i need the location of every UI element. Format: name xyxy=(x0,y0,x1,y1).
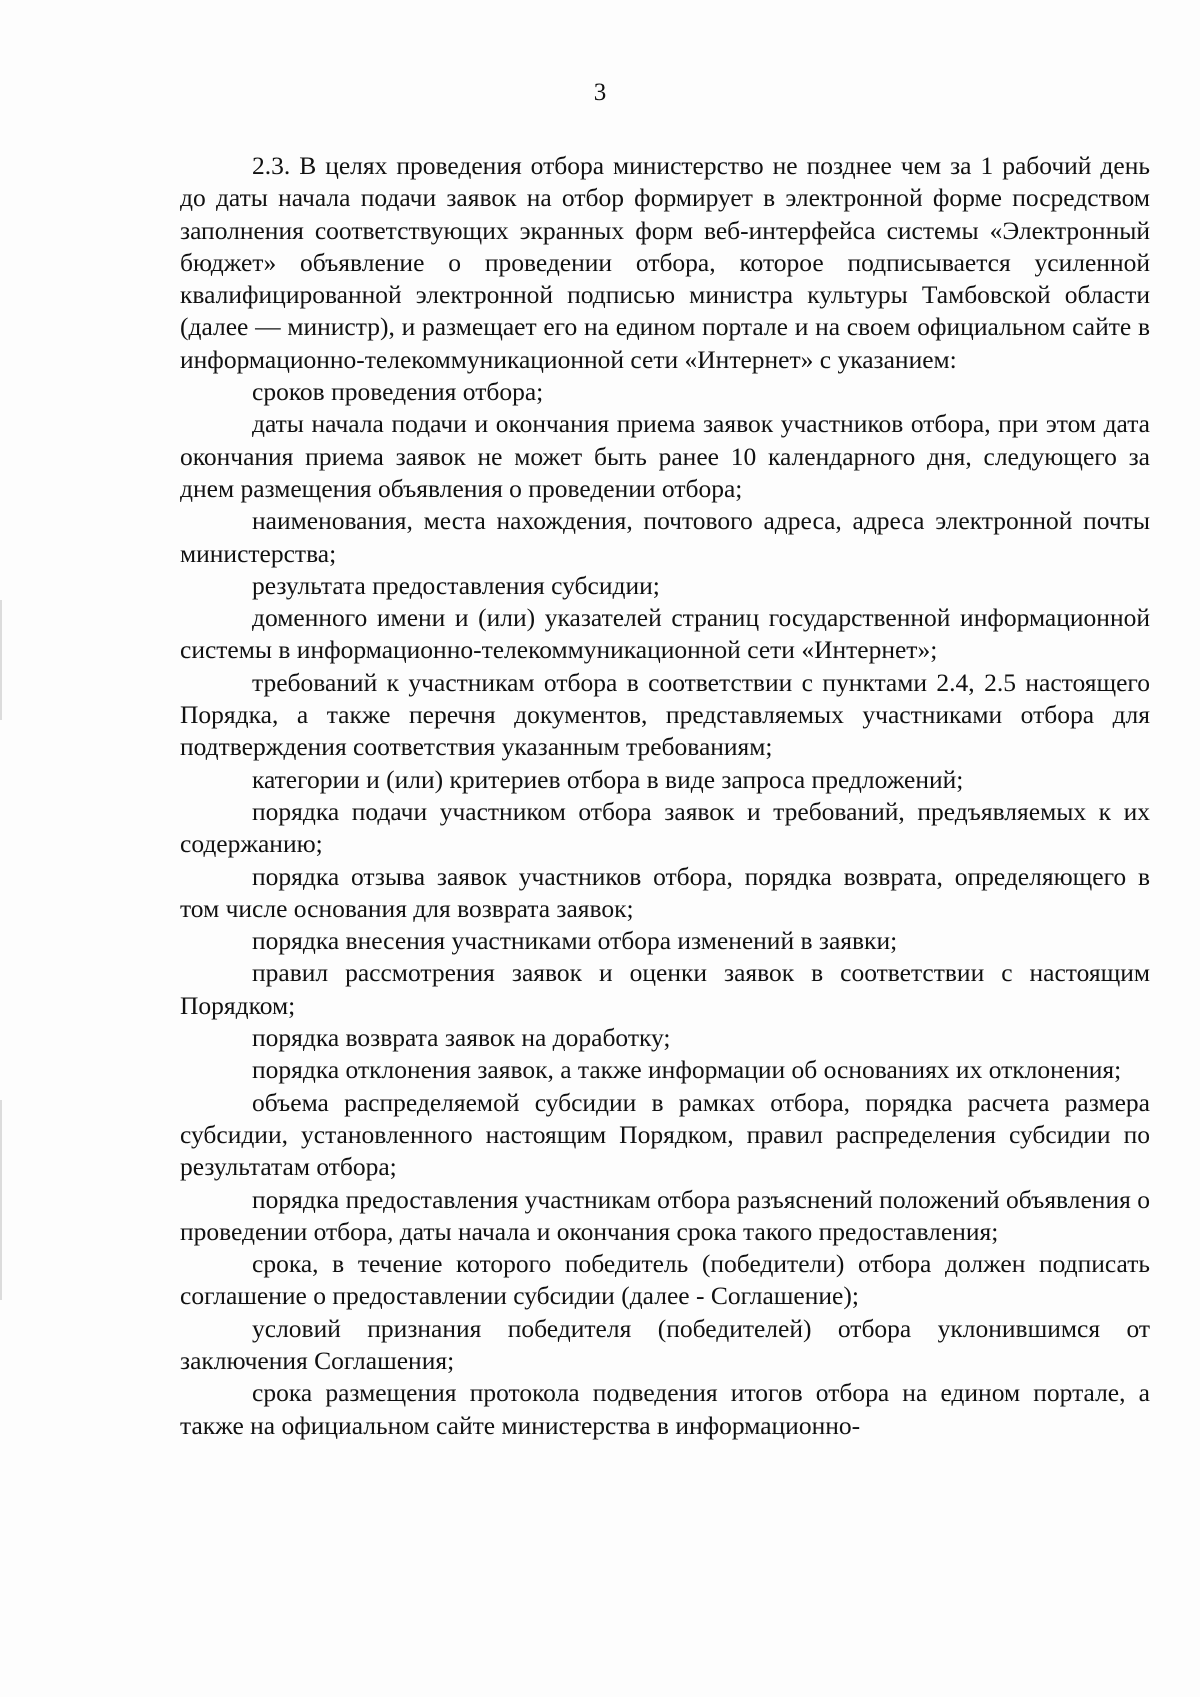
list-item: наименования, места нахождения, почтового адреса, адреса электронной почты министерства; xyxy=(180,506,1150,568)
list-item: порядка отклонения заявок, а также информации об основаниях их отклонения; xyxy=(252,1055,1122,1085)
list-item: срока размещения протокола подведения итогов отбора на едином портале, а также на официальном сайте министерства в информационно- xyxy=(180,1378,1150,1440)
page-number: 3 xyxy=(593,79,607,106)
list-item: доменного имени и (или) указателей страниц государственной информационной системы в информационно-телекоммуникационной сети «Интернет»; xyxy=(180,603,1150,665)
paragraph: 2.3. В целях проведения отбора министерство не позднее чем за 1 рабочий день до даты начала подачи заявок на отбор формирует в электронной форме посредством заполнения соответствующих экранных форм веб-интерфейса системы «Электронный бюджет» объявление о проведении отбора, которое подписывается усиленной квалифицированной электронной подписью министра культуры Тамбовской области (далее — министр), и размещает его на едином портале и на своем официальном сайте в информационно-телекоммуникационной сети «Интернет» с указанием: xyxy=(180,151,1150,374)
list-item: правил рассмотрения заявок и оценки заявок в соответствии с настоящим Порядком; xyxy=(180,958,1150,1020)
document-body xyxy=(180,150,1150,1442)
list-item: результата предоставления субсидии; xyxy=(252,570,660,600)
scan-edge-mark xyxy=(0,1100,2,1300)
list-item: порядка подачи участником отбора заявок и требований, предъявляемых к их содержанию; xyxy=(180,796,1150,859)
list-item: объема распределяемой субсидии в рамках отбора, порядка расчета размера субсидии, установленного настоящим Порядком, правил распределения субсидии по результатам отбора; xyxy=(180,1087,1150,1182)
list-item: порядка возврата заявок на доработку; xyxy=(252,1023,671,1053)
list-item: порядка отзыва заявок участников отбора, порядка возврата, определяющего в том числе основания для возврата заявок; xyxy=(180,861,1150,923)
list-item: порядка внесения участниками отбора изменений в заявки; xyxy=(252,926,898,956)
list-item: даты начала подачи и окончания приема заявок участников отбора, при этом дата окончания приема заявок не может быть ранее 10 календарного дня, следующего за днем размещения объявления о проведении отбора; xyxy=(180,409,1150,503)
list-item: порядка предоставления участникам отбора разъяснений положений объявления о проведении отбора, даты начала и окончания срока такого предоставления; xyxy=(180,1184,1150,1246)
list-item: сроков проведения отбора; xyxy=(252,377,544,407)
list-item: условий признания победителя (победителей) отбора уклонившимся от заключения Соглашения; xyxy=(180,1313,1150,1375)
list-item: категории и (или) критериев отбора в виде запроса предложений; xyxy=(252,764,964,794)
list-item: срока, в течение которого победитель (победители) отбора должен подписать соглашение о предоставлении субсидии (далее - Соглашение); xyxy=(180,1249,1150,1311)
scan-edge-mark xyxy=(0,600,2,720)
list-item: требований к участникам отбора в соответствии с пунктами 2.4, 2.5 настоящего Порядка, а также перечня документов, представляемых участниками отбора для подтверждения соответствия указанным требованиям; xyxy=(180,667,1150,762)
